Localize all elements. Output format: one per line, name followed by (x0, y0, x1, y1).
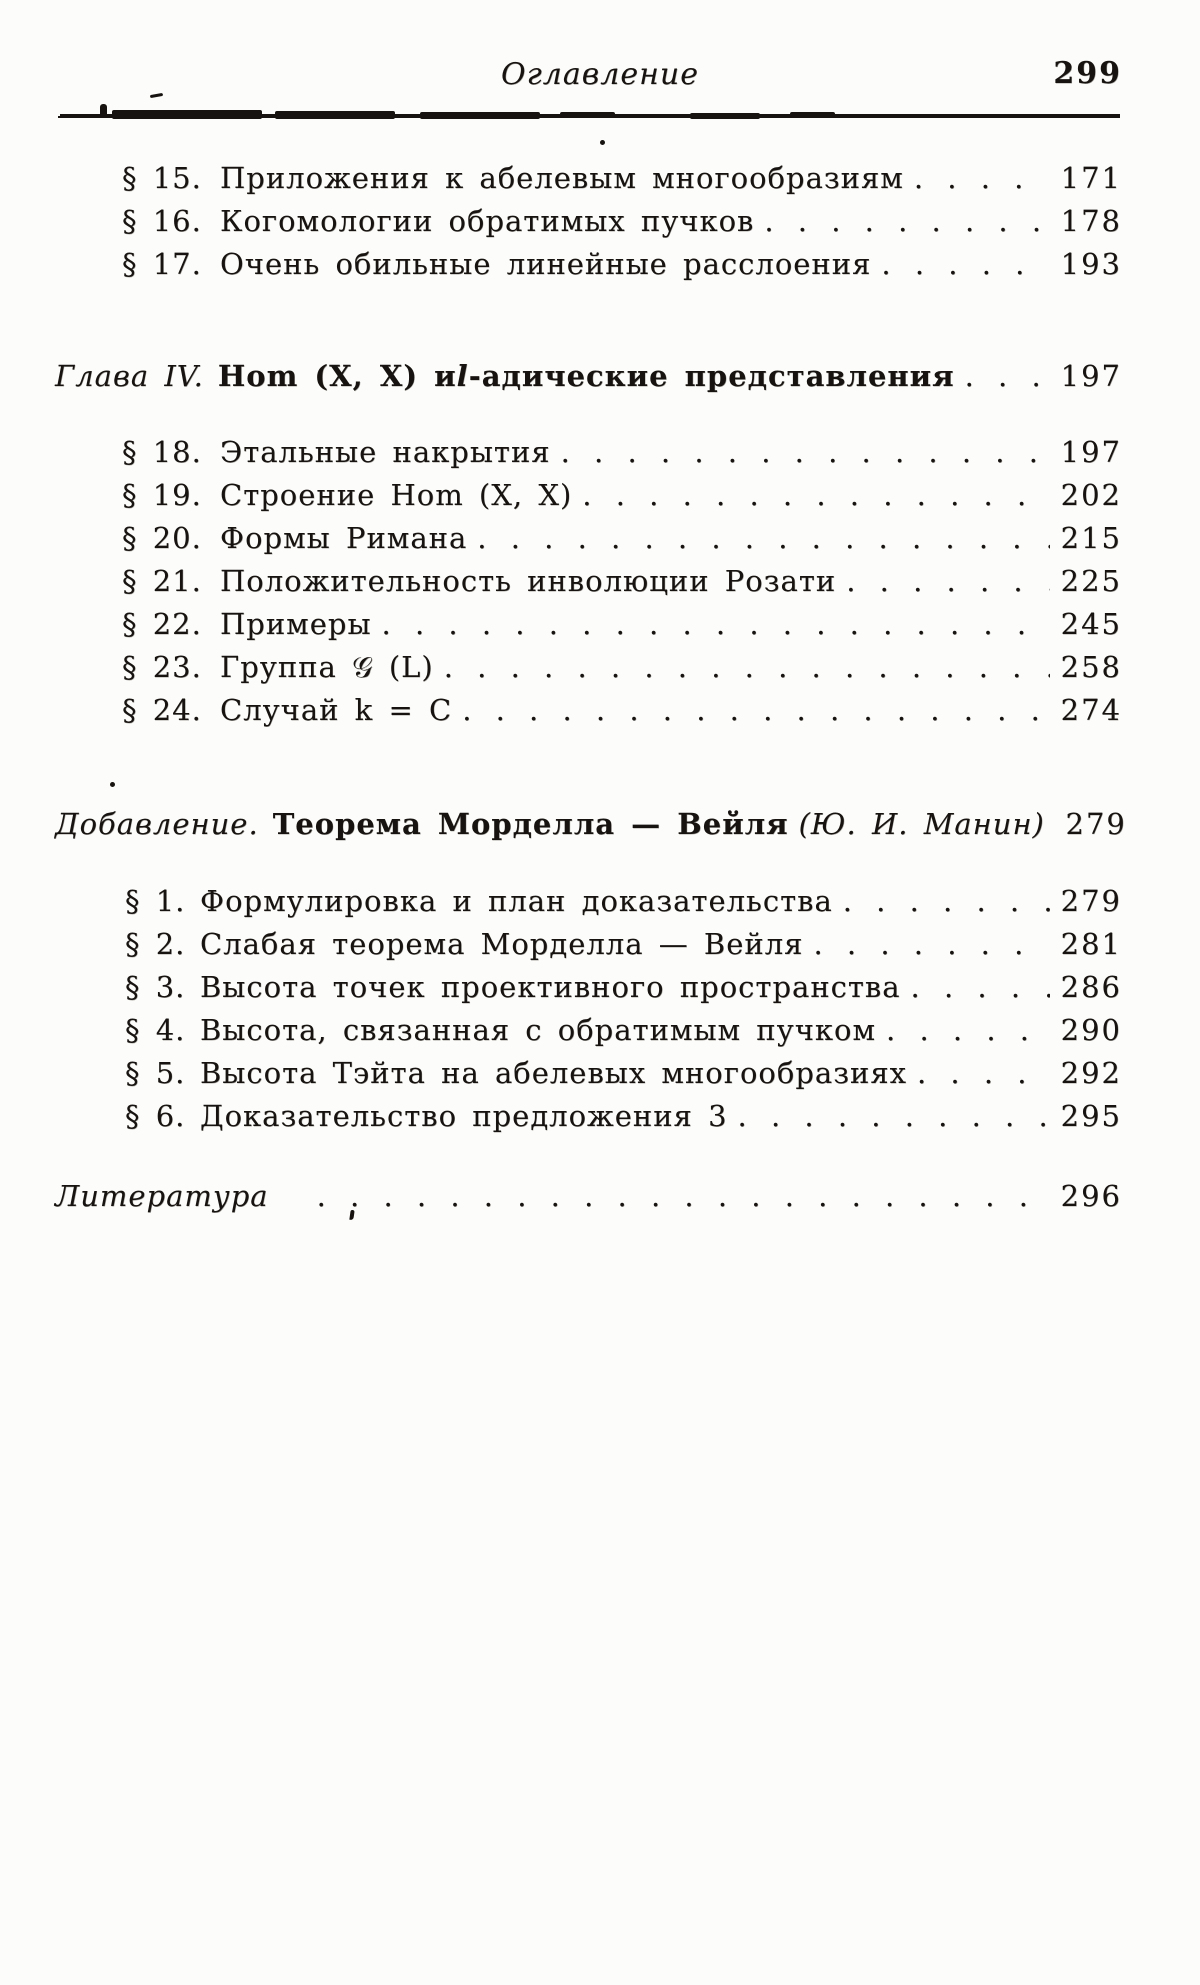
chapter-title-l: l (456, 359, 469, 393)
toc-entry (55, 966, 1122, 1009)
entry-label: § 5. (125, 1056, 186, 1090)
toc-chapter4-entries (55, 431, 1122, 732)
entry-title: Высота, связанная с обратимым пучком (200, 1013, 877, 1047)
entry-title: Приложения к абелевым многообразиям (220, 161, 904, 195)
entry-page-number: 245 (1060, 607, 1122, 641)
toc-entry (55, 689, 1122, 732)
dot-leader (582, 474, 1050, 517)
entry-label: § 19. (122, 478, 202, 512)
entry-page-number: 295 (1060, 1099, 1122, 1133)
entry-label: § 2. (125, 927, 186, 961)
entry-title: Когомологии обратимых пучков (220, 204, 755, 238)
toc-entry (55, 243, 1122, 286)
entry-title: Формы Римана (220, 521, 468, 555)
entry-page-number: 279 (1065, 807, 1127, 841)
entry-label: § 16. (122, 204, 202, 238)
running-title: Оглавление (501, 57, 699, 92)
appendix-heading-row (55, 803, 1127, 846)
entry-page-number: 290 (1060, 1013, 1122, 1047)
toc-entry (55, 646, 1122, 689)
scan-smudge (100, 104, 107, 116)
entry-page-number: 197 (1060, 435, 1122, 469)
entry-title: Положительность инволюции Розати (220, 564, 837, 598)
entry-title: Доказательство предложения 3 (200, 1099, 728, 1133)
scan-artifact-dot (600, 140, 605, 145)
entry-title: Высота точек проективного пространства (200, 970, 901, 1004)
entry-label: § 3. (125, 970, 186, 1004)
entry-label: § 4. (125, 1013, 186, 1047)
folio-page-number: 299 (1053, 56, 1122, 91)
entry-title: Случай k = C (220, 693, 453, 727)
entry-page-number: 274 (1060, 693, 1122, 727)
entry-label: § 22. (122, 607, 202, 641)
dot-leader (917, 1052, 1050, 1095)
entry-title: Группа 𝒢 (L) (220, 650, 434, 684)
dot-leader (881, 243, 1050, 286)
dot-leader (846, 560, 1050, 603)
entry-title: Примеры (220, 607, 372, 641)
toc-entry (55, 157, 1122, 200)
entry-page-number: 286 (1060, 970, 1122, 1004)
entry-label: § 21. (122, 564, 202, 598)
dot-leader (317, 1175, 1050, 1218)
entry-label: § 24. (122, 693, 202, 727)
entry-title: Слабая теорема Морделла — Вейля (200, 927, 804, 961)
entry-page-number: 292 (1060, 1056, 1122, 1090)
entry-label: § 1. (125, 884, 186, 918)
appendix-label: Добавление. (55, 807, 259, 841)
toc-entry (55, 431, 1122, 474)
entry-title: Высота Тэйта на абелевых многообразиях (200, 1056, 907, 1090)
toc-entry (55, 560, 1122, 603)
chapter-title: -адические представления (468, 359, 955, 393)
toc-entry (55, 923, 1122, 966)
scan-artifact-dot (110, 782, 115, 787)
entry-label: § 18. (122, 435, 202, 469)
scan-artifact-dash (150, 93, 163, 98)
toc-entry (55, 517, 1122, 560)
toc-entry (55, 603, 1122, 646)
entry-label: § 23. (122, 650, 202, 684)
dot-leader (886, 1009, 1050, 1052)
entry-page-number: 215 (1060, 521, 1122, 555)
toc-entry (55, 880, 1122, 923)
entry-title: Формулировка и план доказательства (200, 884, 833, 918)
literature-row (55, 1175, 1122, 1218)
entry-title: Очень обильные линейные расслоения (220, 247, 872, 281)
dot-leader (914, 157, 1050, 200)
entry-page-number: 225 (1060, 564, 1122, 598)
entry-page-number: 178 (1060, 204, 1122, 238)
toc-appendix-heading (55, 803, 1127, 846)
scan-smudge (275, 111, 395, 119)
toc-appendix-entries (55, 880, 1122, 1138)
toc-chapter4-heading (55, 355, 1122, 398)
toc-literature (55, 1175, 1122, 1218)
dot-leader (561, 431, 1050, 474)
toc-entry (55, 1009, 1122, 1052)
entry-label: § 20. (122, 521, 202, 555)
dot-leader (813, 923, 1050, 966)
dot-leader (462, 689, 1050, 732)
scan-smudge (420, 112, 540, 119)
dot-leader (911, 966, 1050, 1009)
dot-leader (843, 880, 1050, 923)
entry-page-number: 279 (1060, 884, 1122, 918)
entry-page-number: 197 (1060, 359, 1122, 393)
chapter-label: Глава IV. (55, 359, 204, 393)
appendix-title: Теорема Морделла — Вейля (272, 807, 789, 841)
entry-page-number: 281 (1060, 927, 1122, 961)
scan-smudge (560, 112, 615, 118)
entry-page-number: 258 (1060, 650, 1122, 684)
toc-entry (55, 1095, 1122, 1138)
dot-leader (477, 517, 1050, 560)
appendix-authors: (Ю. И. Манин) (798, 807, 1045, 841)
dot-leader (738, 1095, 1050, 1138)
entry-title: Строение Hom (X, X) (220, 478, 573, 512)
toc-entry (55, 1052, 1122, 1095)
dot-leader (382, 603, 1050, 646)
entry-title: Этальные накрытия (220, 435, 551, 469)
entry-page-number: 296 (1060, 1179, 1122, 1213)
dot-leader (764, 200, 1050, 243)
entry-label: § 6. (125, 1099, 186, 1133)
dot-leader (965, 355, 1050, 398)
entry-page-number: 193 (1060, 247, 1122, 281)
entry-label: § 15. (122, 161, 202, 195)
scan-smudge (790, 112, 835, 118)
dot-leader (444, 646, 1050, 689)
literature-label: Литература (55, 1179, 269, 1213)
entry-page-number: 202 (1060, 478, 1122, 512)
entry-label: § 17. (122, 247, 202, 281)
toc-entry (55, 474, 1122, 517)
chapter-heading-row (55, 355, 1122, 398)
scan-smudge (112, 110, 262, 119)
chapter-title: Hom (X, X) и (217, 359, 457, 393)
toc-entry (55, 200, 1122, 243)
toc-part3-entries (55, 157, 1122, 286)
entry-page-number: 171 (1060, 161, 1122, 195)
scan-smudge (690, 113, 760, 119)
